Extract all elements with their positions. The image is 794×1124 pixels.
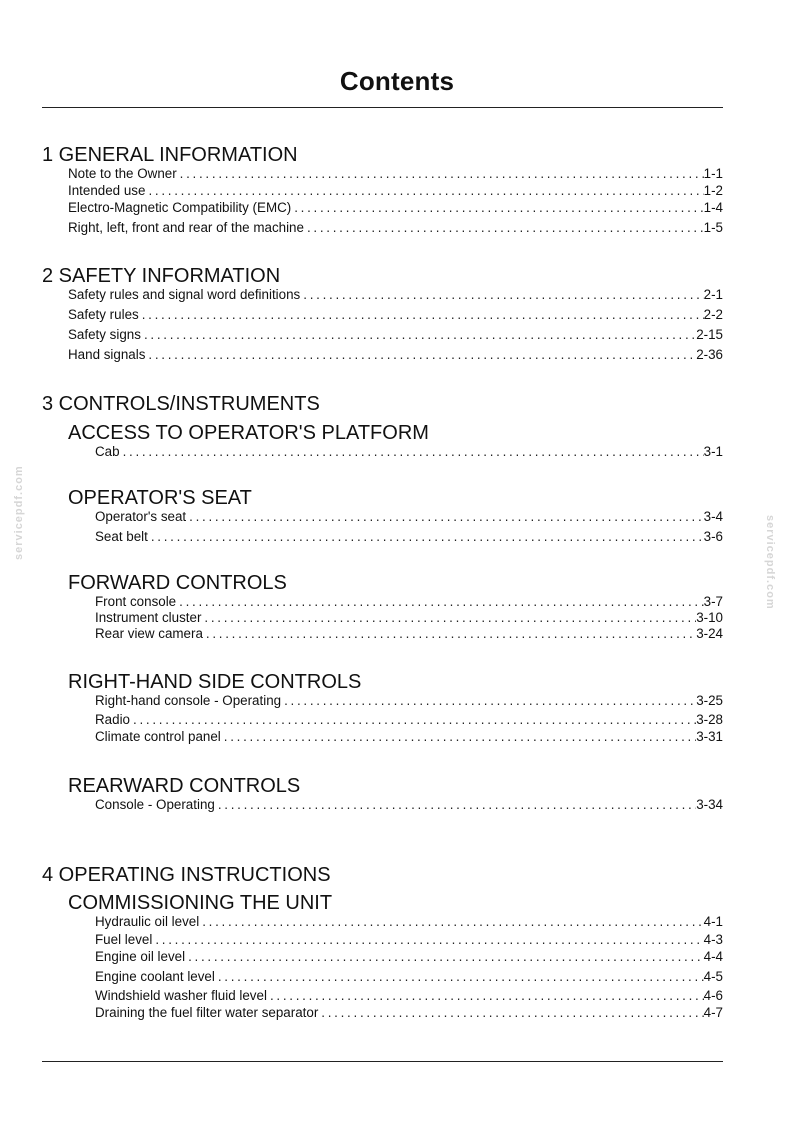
toc-entry[interactable] [42,712,723,729]
dot-leader [130,712,696,727]
toc-entry[interactable] [42,729,723,746]
entry-title: Right-hand console - Operating [95,693,282,708]
entry-title: Operator's seat [95,509,187,524]
entry-page: 3-10 [696,610,723,625]
entry-page: 3-1 [703,444,723,459]
entry-page: 3-7 [703,594,723,609]
entry-title: Engine coolant level [95,969,215,984]
toc-entry[interactable] [42,914,723,932]
entry-page: 3-24 [696,626,723,641]
subsection-heading: REARWARD CONTROLS [68,775,301,797]
dot-leader [176,594,704,609]
watermark-left: servicepdf.com [13,465,25,560]
dot-leader [120,444,704,459]
entry-page: 2-2 [703,307,723,322]
toc-entry[interactable] [42,444,723,462]
dot-leader [145,347,696,362]
entry-page: 3-25 [696,693,723,708]
entry-page: 4-1 [703,914,723,929]
toc-entry[interactable] [42,693,723,712]
entry-title: Note to the Owner [68,166,177,181]
dot-leader [215,797,696,812]
entry-title: Safety signs [68,327,141,342]
dot-leader [304,220,704,235]
toc-entry[interactable] [42,797,723,814]
entry-page: 1-2 [703,183,723,198]
dot-leader [201,610,696,625]
dot-leader [139,307,704,322]
section-heading: 4 OPERATING INSTRUCTIONS [42,864,331,886]
toc-subsection-right-hand-side-controls [42,671,723,746]
dot-leader [148,529,704,544]
entry-page: 3-34 [696,797,723,812]
dot-leader [281,693,696,708]
toc-entry[interactable] [42,287,723,307]
dot-leader [141,327,696,342]
subsection-heading: ACCESS TO OPERATOR'S PLATFORM [68,422,429,444]
entry-page: 3-4 [703,509,723,524]
page-title: Contents [339,66,455,96]
entry-title: Climate control panel [95,729,221,744]
entry-title: Safety rules and signal word definitions [68,287,301,302]
toc-entry[interactable] [42,200,723,220]
toc-entry[interactable] [42,594,723,610]
toc-entry[interactable] [42,307,723,327]
toc-entry[interactable] [42,610,723,626]
entry-title: Draining the fuel filter water separator [95,1005,319,1020]
watermark-right: servicepdf.com [764,515,776,610]
entry-title: Electro-Magnetic Compatibility (EMC) [68,200,292,215]
toc-entry[interactable] [42,626,723,642]
dot-leader [177,166,704,181]
entry-page: 1-4 [703,200,723,215]
toc-entry[interactable] [42,949,723,969]
entry-title: Right, left, front and rear of the machine [68,220,304,235]
section-heading: 3 CONTROLS/INSTRUMENTS [42,393,320,415]
dot-leader [199,914,703,929]
dot-leader [185,949,704,964]
dot-leader [145,183,703,198]
entry-title: Hand signals [68,347,146,362]
entry-title: Radio [95,712,130,727]
toc-subsection-access-to-operators-platform [42,422,723,462]
subsection-heading: FORWARD CONTROLS [68,572,287,594]
dot-leader [152,932,703,947]
subsection-heading: RIGHT-HAND SIDE CONTROLS [68,671,362,693]
toc-subsection-operators-seat [42,487,723,547]
toc-entry[interactable] [42,220,723,237]
dot-leader [300,287,703,302]
section-heading: 2 SAFETY INFORMATION [42,265,281,287]
dot-leader [215,969,704,984]
toc-section-safety-information [42,265,723,367]
entry-page: 3-28 [696,712,723,727]
toc-subsection-commissioning-the-unit [42,892,723,1022]
entry-title: Cab [95,444,120,459]
toc-entry[interactable] [42,529,723,547]
entry-page: 3-6 [703,529,723,544]
entry-title: Hydraulic oil level [95,914,200,929]
entry-title: Fuel level [95,932,153,947]
entry-page: 4-7 [703,1005,723,1020]
toc-section-operating-instructions [42,864,723,886]
entry-title: Safety rules [68,307,139,322]
toc-entry[interactable] [42,327,723,347]
toc-entry[interactable] [42,969,723,988]
entry-page: 4-3 [703,932,723,947]
entry-title: Instrument cluster [95,610,202,625]
bottom-rule [42,1061,723,1062]
entry-title: Windshield washer fluid level [95,988,267,1003]
section-heading: 1 GENERAL INFORMATION [42,144,298,166]
entry-page: 4-4 [703,949,723,964]
entry-title: Engine oil level [95,949,186,964]
entry-title: Seat belt [95,529,148,544]
toc-entry[interactable] [42,932,723,949]
entry-title: Console - Operating [95,797,215,812]
dot-leader [267,988,704,1003]
toc-section-controls-instruments [42,393,723,415]
toc-subsection-forward-controls [42,572,723,642]
entry-page: 2-36 [696,347,723,362]
entry-title: Front console [95,594,177,609]
toc-subsection-rearward-controls [42,775,723,814]
subsection-heading: OPERATOR'S SEAT [68,487,252,509]
toc-entry[interactable] [42,988,723,1005]
toc-entry[interactable] [42,166,723,183]
dot-leader [203,626,696,641]
dot-leader [318,1005,703,1020]
dot-leader [186,509,704,524]
entry-page: 4-6 [703,988,723,1003]
entry-page: 1-5 [703,220,723,235]
entry-page: 2-15 [696,327,723,342]
entry-title: Intended use [68,183,146,198]
dot-leader [291,200,703,215]
dot-leader [221,729,696,744]
entry-page: 4-5 [703,969,723,984]
toc-entry[interactable] [42,183,723,200]
top-rule [42,107,723,108]
toc-entry[interactable] [42,347,723,367]
toc-section-general-information [42,144,723,237]
toc-entry[interactable] [42,1005,723,1022]
entry-page: 3-31 [696,729,723,744]
entry-page: 2-1 [703,287,723,302]
entry-title: Rear view camera [95,626,203,641]
toc-entry[interactable] [42,509,723,529]
entry-page: 1-1 [703,166,723,181]
subsection-heading: COMMISSIONING THE UNIT [68,892,333,914]
